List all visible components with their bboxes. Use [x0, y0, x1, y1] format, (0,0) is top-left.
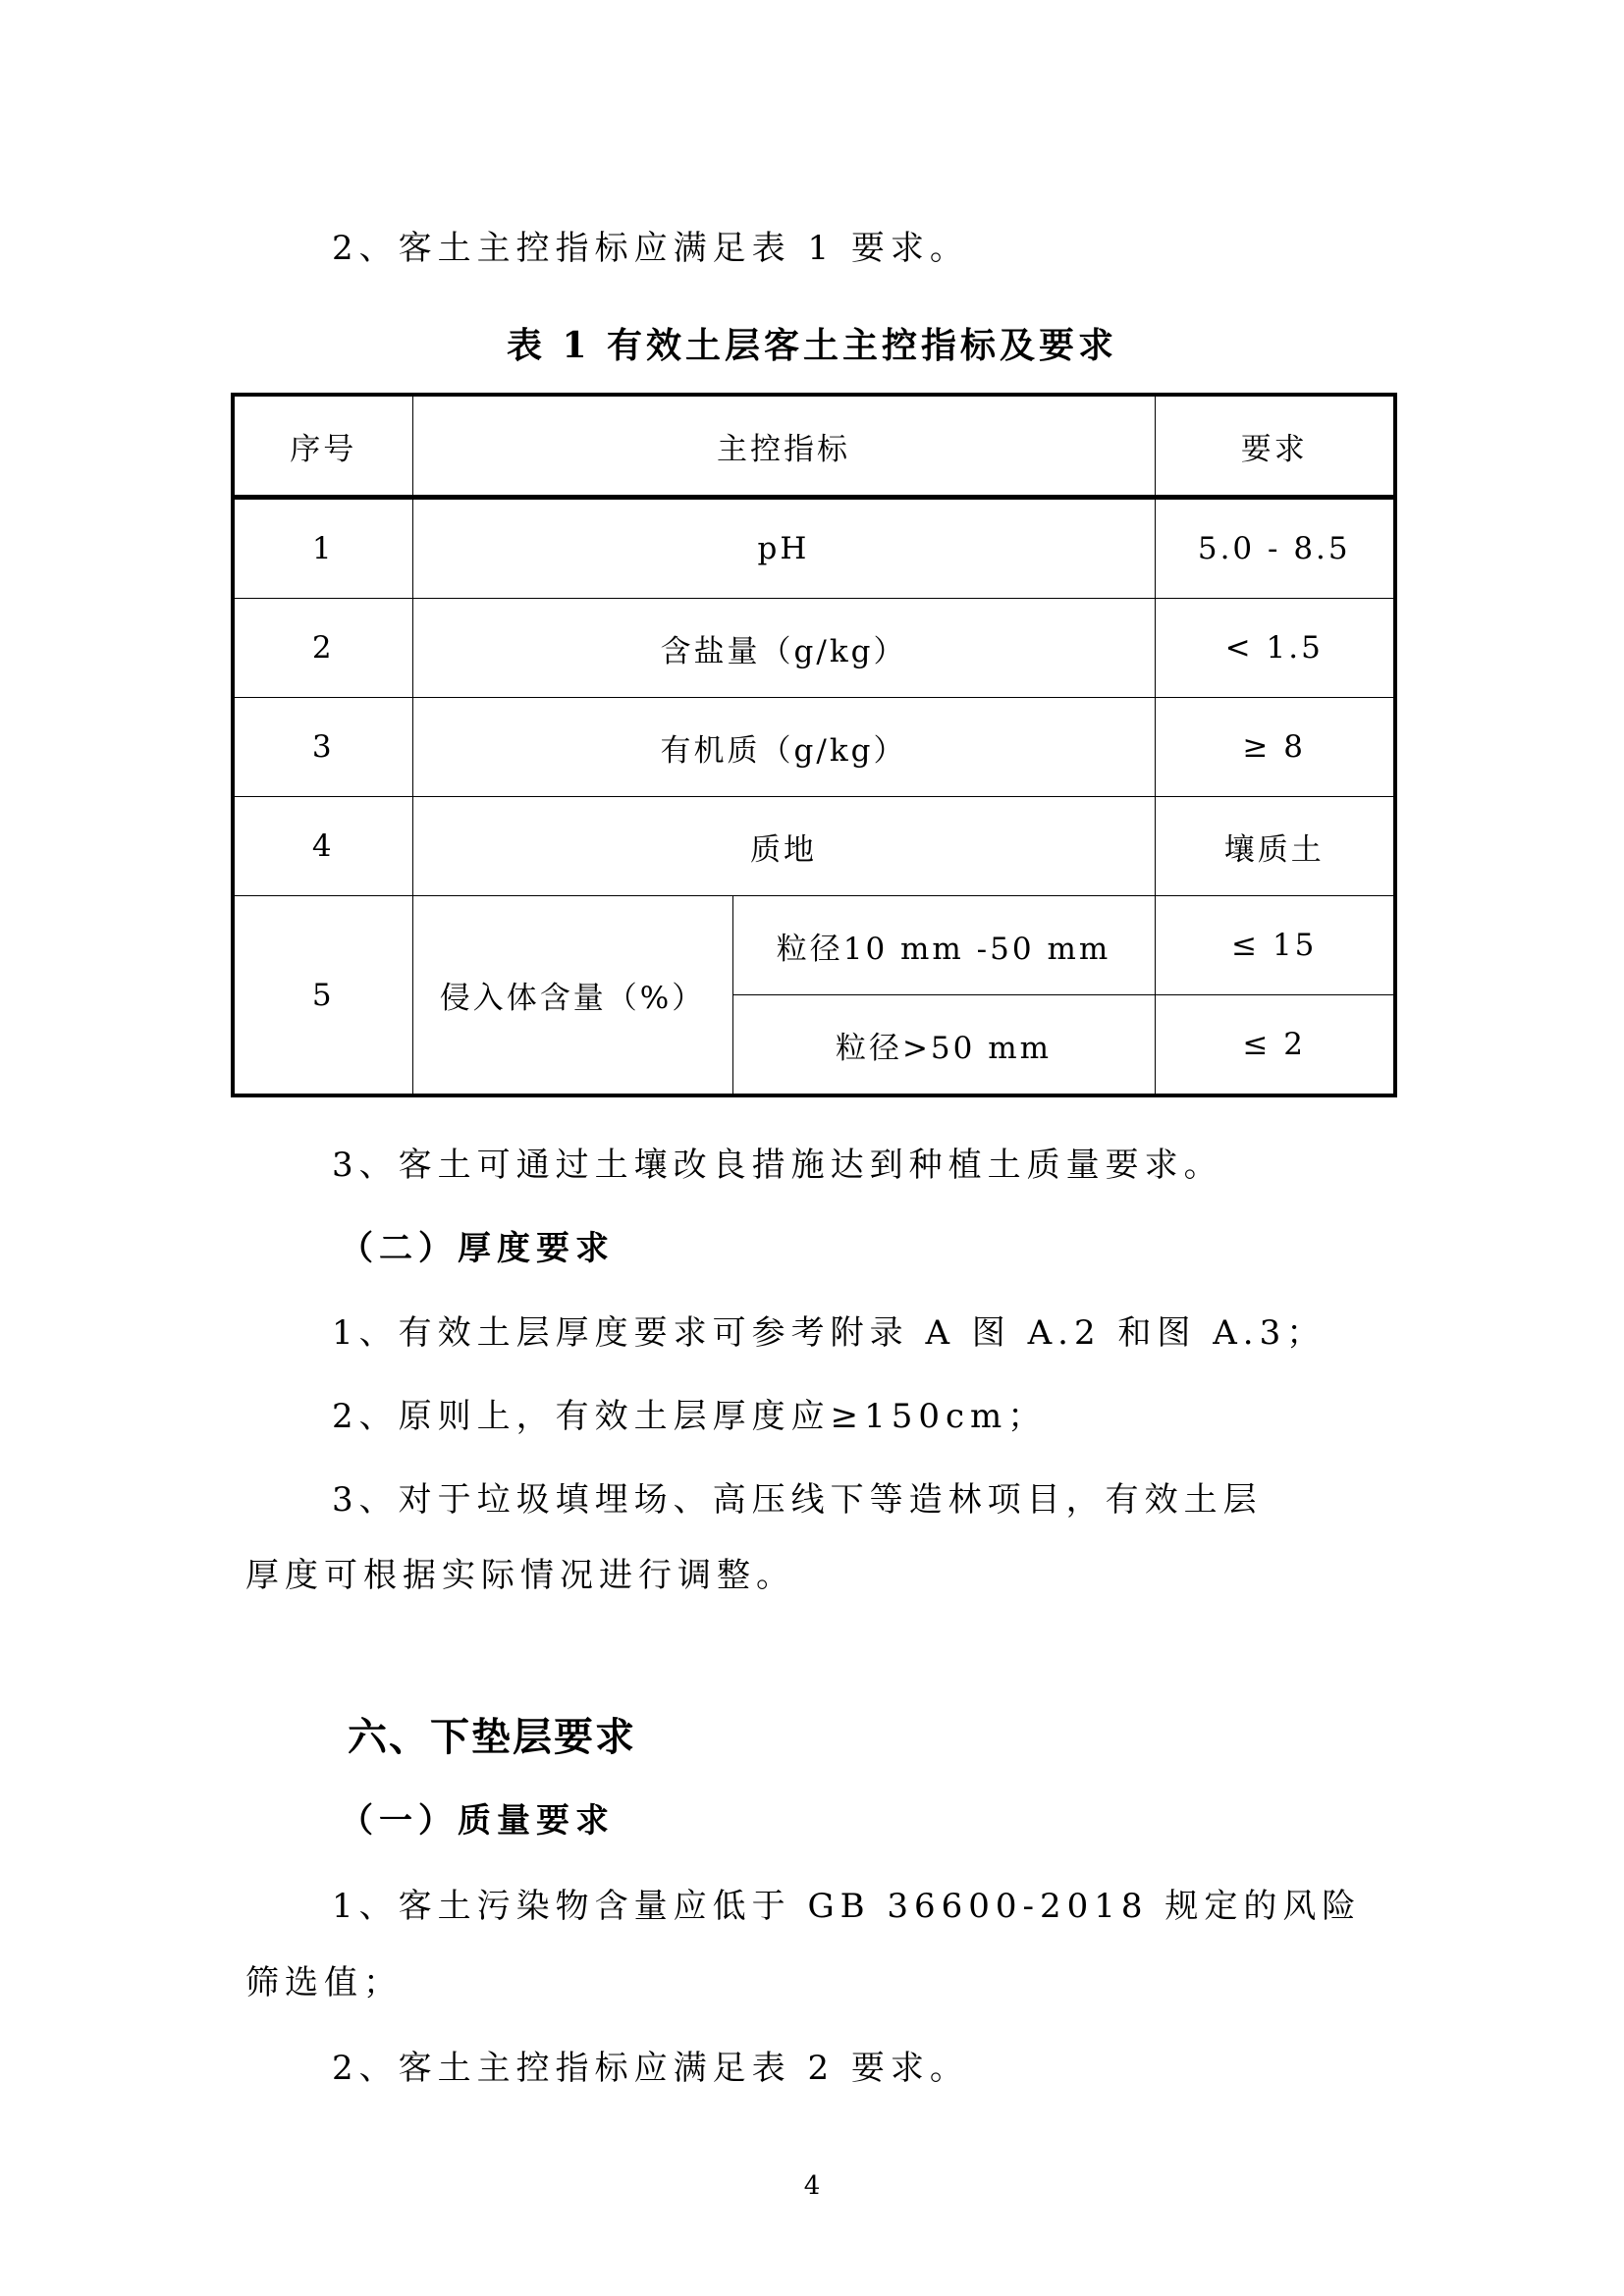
table-header-row [233, 395, 1395, 498]
list-item: 2、原则上，有效土层厚度应≥150cm； [332, 1397, 1048, 1436]
cell-requirement: 壤质土 [1155, 797, 1395, 896]
list-item-continuation: 厚度可根据实际情况进行调整。 [245, 1556, 795, 1595]
cell-indicator: 质地 [412, 797, 1155, 896]
cell-requirement: 5.0 - 8.5 [1155, 498, 1395, 599]
cell-sub-indicator: 粒径>50 mm [732, 995, 1155, 1096]
paragraph-table1-reference: 2、客土主控指标应满足表 1 要求。 [332, 229, 969, 268]
list-item: 3、对于垃圾填埋场、高压线下等造林项目，有效土层 [332, 1480, 1263, 1520]
list-item: 1、客土污染物含量应低于 GB 36600-2018 规定的风险 [332, 1887, 1362, 1926]
subheading-quality: （一）质量要求 [340, 1801, 615, 1841]
cell-no: 5 [233, 896, 412, 1096]
cell-no: 3 [233, 698, 412, 797]
cell-requirement: < 1.5 [1155, 599, 1395, 698]
table-row [233, 599, 1395, 698]
page-number: 4 [803, 2171, 821, 2201]
section-heading: 六、下垫层要求 [348, 1715, 636, 1760]
header-indicator: 主控指标 [412, 395, 1155, 498]
table-caption: 表 1 有效土层客土主控指标及要求 [506, 325, 1118, 366]
cell-requirement: ≤ 2 [1155, 995, 1395, 1096]
table-row [233, 698, 1395, 797]
list-item-continuation: 筛选值； [245, 1963, 403, 2002]
list-item: 1、有效土层厚度要求可参考附录 A 图 A.2 和图 A.3； [332, 1313, 1326, 1353]
cell-no: 2 [233, 599, 412, 698]
indicator-table [231, 393, 1397, 1097]
cell-requirement: ≥ 8 [1155, 698, 1395, 797]
cell-indicator: 含盐量（g/kg） [412, 599, 1155, 698]
table-row [233, 498, 1395, 599]
cell-indicator: pH [412, 498, 1155, 599]
subheading-thickness: （二）厚度要求 [340, 1229, 615, 1268]
paragraph-soil-improvement: 3、客土可通过土壤改良措施达到种植土质量要求。 [332, 1146, 1223, 1185]
table-row [233, 797, 1395, 896]
cell-indicator: 侵入体含量（%） [412, 896, 732, 1096]
cell-no: 4 [233, 797, 412, 896]
cell-indicator: 有机质（g/kg） [412, 698, 1155, 797]
cell-sub-indicator: 粒径10 mm -50 mm [732, 896, 1155, 995]
table-row [233, 896, 1395, 995]
header-no: 序号 [233, 395, 412, 498]
list-item: 2、客土主控指标应满足表 2 要求。 [332, 2049, 969, 2088]
header-requirement: 要求 [1155, 395, 1395, 498]
cell-requirement: ≤ 15 [1155, 896, 1395, 995]
cell-no: 1 [233, 498, 412, 599]
